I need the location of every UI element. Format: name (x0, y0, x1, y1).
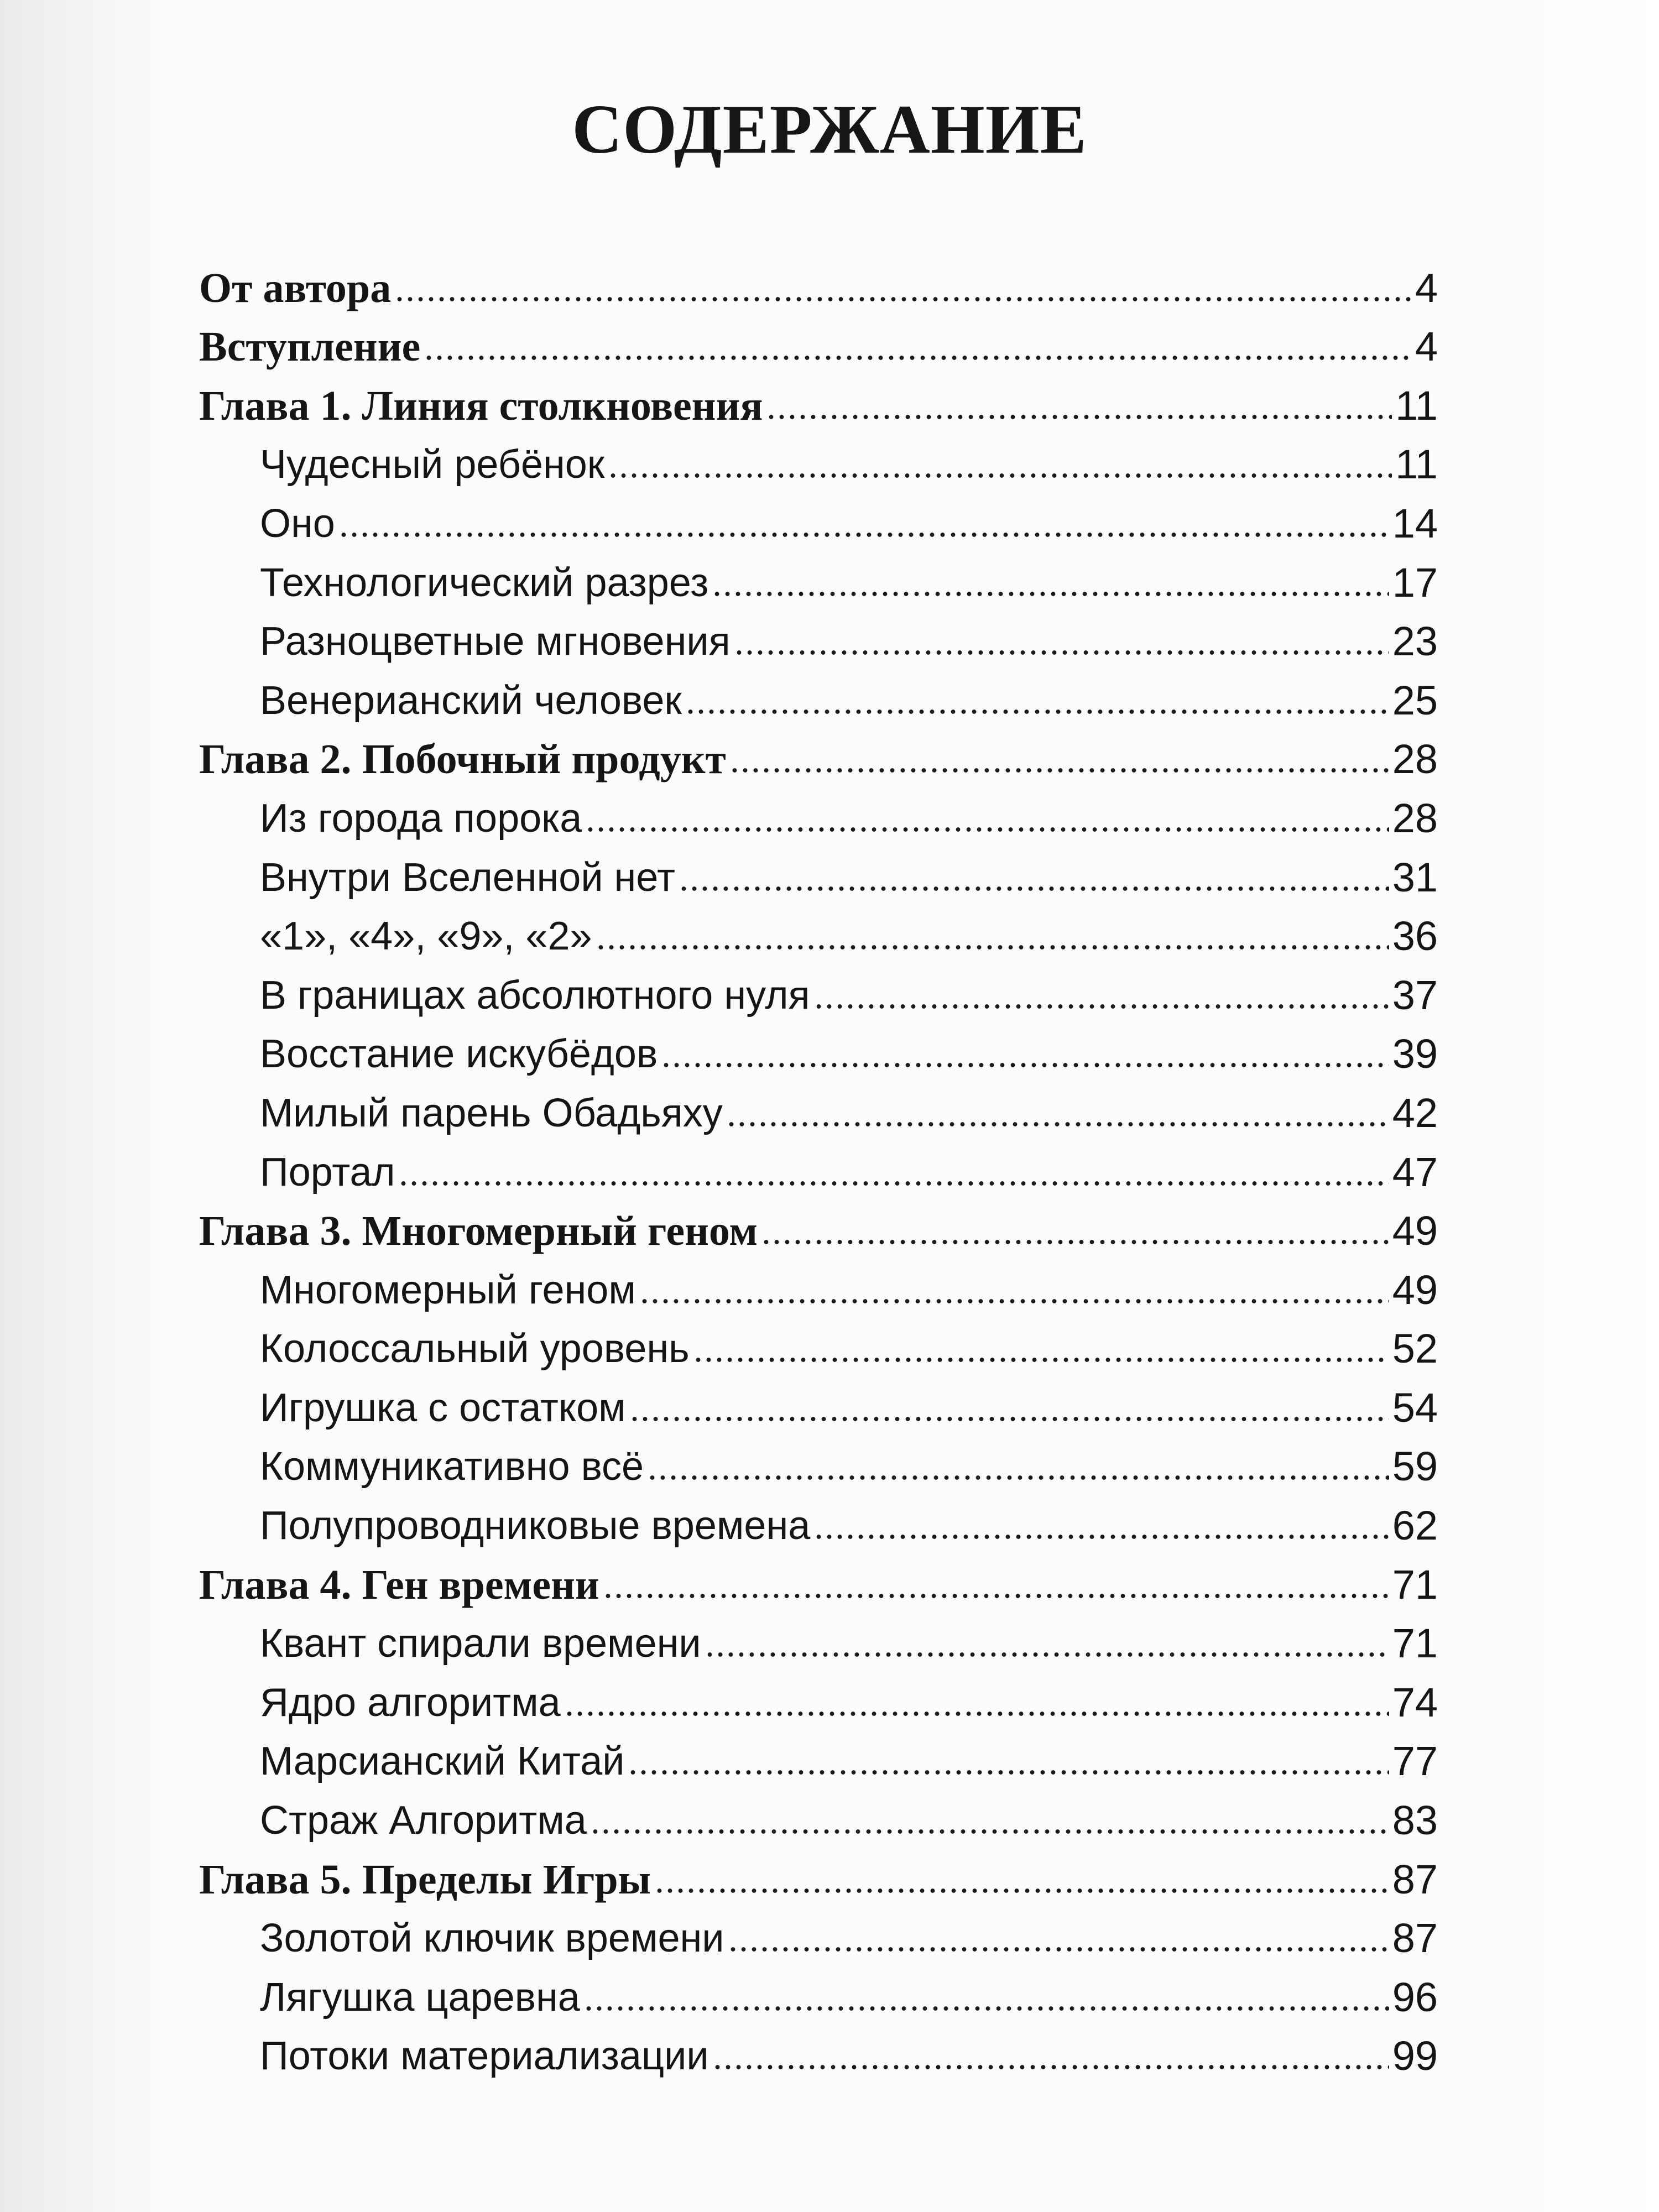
toc-entry-label: Потоки материализации (260, 2034, 709, 2079)
toc-section-entry (199, 1669, 1438, 1728)
toc-section-entry (199, 1728, 1438, 1787)
toc-chapter-entry (199, 254, 1438, 314)
toc-entry-label: Ядро алгоритма (260, 1680, 561, 1725)
toc-section-entry (199, 962, 1438, 1021)
dot-leader (813, 1530, 1389, 1543)
dot-leader (398, 1177, 1389, 1190)
toc-section-entry (199, 1433, 1438, 1493)
toc-page-number: 74 (1392, 1679, 1438, 1725)
toc-page-number: 39 (1392, 1031, 1438, 1077)
toc-section-entry (199, 903, 1438, 962)
page-edge-shadow-left (0, 0, 177, 2212)
toc-page-number: 77 (1392, 1738, 1438, 1785)
dot-leader (590, 1825, 1389, 1838)
page-edge-shadow-right (1515, 0, 1659, 2212)
toc-entry-label: Глава 5. Пределы Игры (199, 1856, 651, 1903)
toc-page-number: 4 (1415, 324, 1438, 370)
toc-section-entry (199, 1079, 1438, 1139)
toc-entry-label: Игрушка с остатком (260, 1385, 626, 1430)
toc-entry-label: Многомерный геном (260, 1267, 636, 1312)
dot-leader (654, 1884, 1389, 1897)
toc-page-number: 54 (1392, 1384, 1438, 1431)
toc-page-number: 31 (1392, 854, 1438, 900)
dot-leader (705, 1648, 1389, 1661)
toc-section-entry (199, 1492, 1438, 1551)
toc-section-entry (199, 2023, 1438, 2082)
toc-entry-label: Портал (260, 1150, 395, 1194)
toc-section-entry (199, 1021, 1438, 1080)
toc-entry-label: Глава 3. Многомерный геном (199, 1208, 758, 1255)
table-of-contents (199, 254, 1438, 2081)
toc-page-number: 25 (1392, 677, 1438, 723)
toc-entry-label: Технологический разрез (260, 560, 709, 605)
dot-leader (729, 764, 1389, 777)
toc-page-number: 28 (1392, 795, 1438, 841)
toc-section-entry (199, 1256, 1438, 1316)
toc-entry-label: Внутри Вселенной нет (260, 855, 675, 900)
dot-leader (712, 2060, 1389, 2074)
toc-page-number: 49 (1392, 1208, 1438, 1254)
dot-leader (608, 469, 1392, 482)
toc-page-number: 47 (1392, 1149, 1438, 1195)
dot-leader (685, 705, 1389, 718)
toc-page-number: 99 (1392, 2033, 1438, 2079)
toc-section-entry (199, 431, 1438, 491)
toc-entry-label: Колоссальный уровень (260, 1327, 690, 1371)
dot-leader (583, 2002, 1389, 2015)
toc-entry-label: Полупроводниковые времена (260, 1504, 811, 1548)
dot-leader (693, 1353, 1389, 1366)
toc-chapter-entry (199, 1198, 1438, 1257)
toc-page-number: 11 (1395, 441, 1438, 488)
dot-leader (728, 1943, 1389, 1956)
dot-leader (661, 1058, 1389, 1072)
dot-leader (424, 351, 1412, 364)
toc-section-entry (199, 1316, 1438, 1375)
dot-leader (338, 528, 1389, 541)
toc-entry-label: Чудесный ребёнок (260, 442, 605, 487)
dot-leader (629, 1412, 1389, 1426)
toc-section-entry (199, 1964, 1438, 2023)
dot-leader (734, 646, 1389, 659)
toc-section-entry (199, 1905, 1438, 1964)
toc-page-number: 71 (1392, 1561, 1438, 1608)
dot-leader (761, 1235, 1389, 1249)
dot-leader (585, 823, 1389, 836)
dot-leader (647, 1471, 1389, 1484)
dot-leader (639, 1295, 1389, 1308)
toc-section-entry (199, 667, 1438, 726)
dot-leader (813, 1000, 1389, 1013)
toc-entry-label: Золотой ключик времени (260, 1916, 724, 1961)
toc-section-entry (199, 1139, 1438, 1198)
toc-page-number: 42 (1392, 1089, 1438, 1136)
toc-page-number: 4 (1415, 264, 1438, 311)
page-title: СОДЕРЖАНИЕ (572, 91, 1087, 168)
toc-page-number: 17 (1392, 559, 1438, 606)
toc-page-number: 59 (1392, 1443, 1438, 1490)
toc-chapter-entry (199, 314, 1438, 373)
toc-page-number: 11 (1395, 382, 1438, 429)
toc-entry-label: Разноцветные мгновения (260, 619, 731, 664)
dot-leader (603, 1589, 1389, 1603)
dot-leader (596, 941, 1389, 954)
toc-entry-label: Вступление (199, 324, 421, 371)
toc-entry-label: Коммуникативно всё (260, 1444, 644, 1489)
toc-chapter-entry (199, 726, 1438, 785)
toc-entry-label: В границах абсолютного нуля (260, 973, 810, 1018)
toc-entry-label: Глава 2. Побочный продукт (199, 736, 726, 783)
toc-page-number: 23 (1392, 618, 1438, 665)
dot-leader (679, 882, 1389, 895)
toc-page-number: 87 (1392, 1915, 1438, 1961)
toc-section-entry (199, 1374, 1438, 1433)
toc-entry-label: Глава 1. Линия столкновения (199, 382, 763, 429)
toc-page-number: 87 (1392, 1856, 1438, 1902)
toc-section-entry (199, 608, 1438, 667)
toc-page-number: 28 (1392, 736, 1438, 782)
toc-entry-label: Оно (260, 501, 335, 546)
toc-page-number: 62 (1392, 1503, 1438, 1549)
dot-leader (394, 293, 1412, 306)
toc-page-number: 36 (1392, 913, 1438, 959)
toc-entry-label: Марсианский Китай (260, 1739, 625, 1784)
toc-entry-label: От автора (199, 264, 392, 311)
toc-page-number: 83 (1392, 1797, 1438, 1844)
toc-chapter-entry (199, 1846, 1438, 1905)
dot-leader (712, 587, 1389, 601)
dot-leader (726, 1118, 1389, 1131)
dot-leader (766, 410, 1392, 424)
toc-entry-label: Восстание искубёдов (260, 1032, 658, 1077)
toc-page-number: 71 (1392, 1620, 1438, 1667)
dot-leader (564, 1707, 1389, 1720)
toc-section-entry (199, 490, 1438, 549)
toc-entry-label: Венерианский человек (260, 678, 682, 723)
toc-page-number: 37 (1392, 972, 1438, 1018)
toc-chapter-entry (199, 1551, 1438, 1610)
toc-section-entry (199, 1610, 1438, 1670)
toc-entry-label: Глава 4. Ген времени (199, 1561, 599, 1608)
toc-entry-label: Квант спирали времени (260, 1621, 701, 1666)
toc-entry-label: Лягушка царевна (260, 1975, 580, 2020)
toc-page-number: 14 (1392, 500, 1438, 546)
toc-entry-label: «1», «4», «9», «2» (260, 914, 592, 959)
toc-section-entry (199, 549, 1438, 608)
toc-entry-label: Страж Алгоритма (260, 1798, 587, 1843)
toc-section-entry (199, 1787, 1438, 1846)
toc-page-number: 52 (1392, 1326, 1438, 1372)
toc-section-entry (199, 844, 1438, 903)
toc-entry-label: Милый парень Обадьяху (260, 1091, 723, 1135)
toc-entry-label: Из города порока (260, 796, 582, 841)
toc-page-number: 49 (1392, 1266, 1438, 1313)
toc-page-number: 96 (1392, 1974, 1438, 2020)
toc-chapter-entry (199, 372, 1438, 431)
dot-leader (628, 1766, 1389, 1779)
toc-section-entry (199, 785, 1438, 844)
